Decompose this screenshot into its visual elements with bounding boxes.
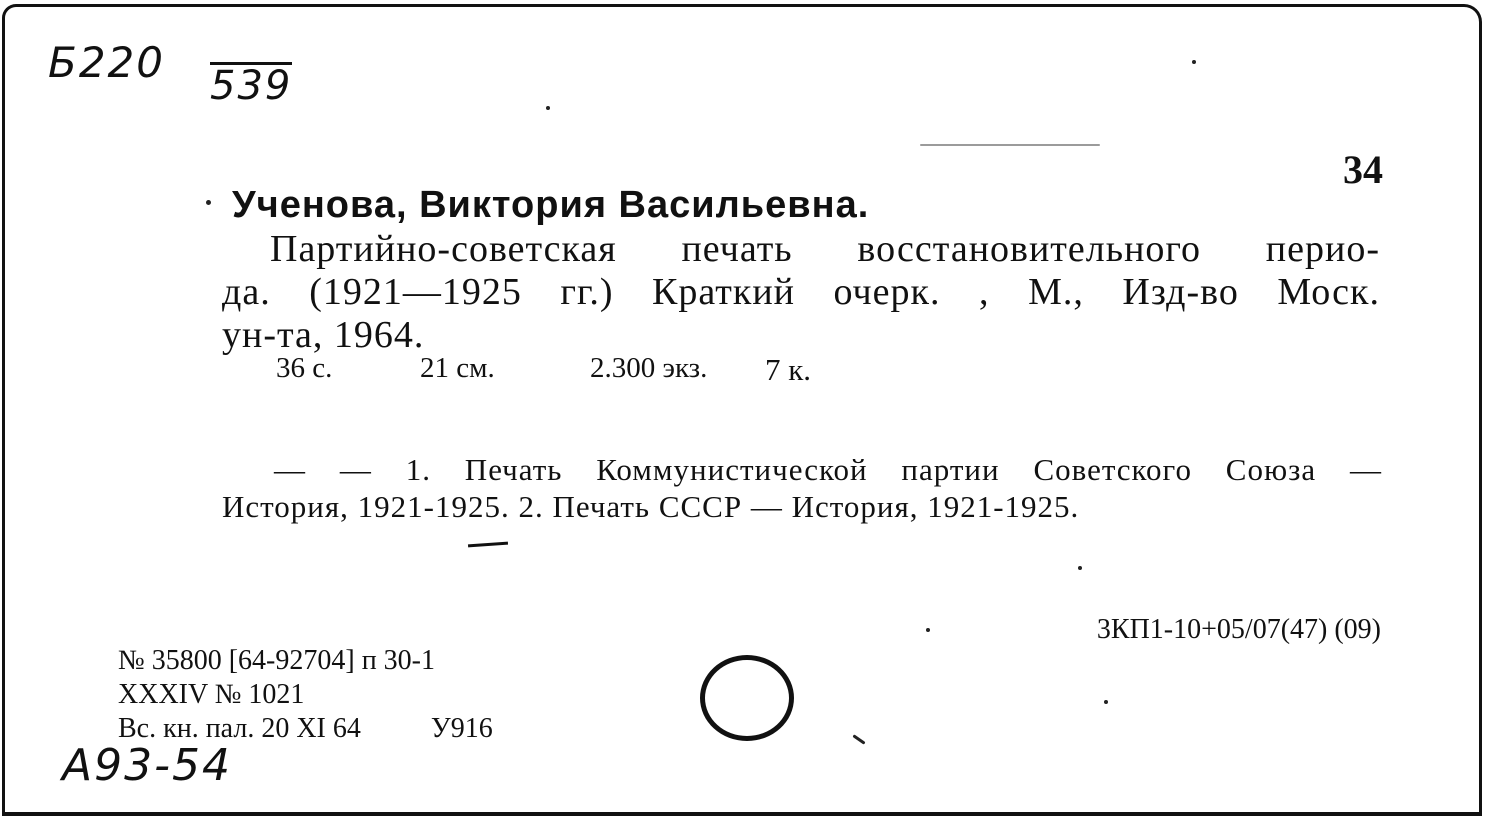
ink-speck [206, 200, 211, 205]
card-hole-circle [700, 655, 794, 741]
ink-speck [1104, 700, 1108, 704]
description-line: да. (1921—1925 гг.) Краткий очерк. , М., Изд-во Моск. [222, 271, 1380, 313]
imprint-chamber: Вс. кн. пал. 20 XI 64 [118, 713, 361, 744]
imprint-line: № 35800 [64-92704] п 30-1 [118, 645, 435, 676]
accession-number: А93-54 [62, 740, 232, 791]
description-line: ун-та, 1964. [222, 314, 425, 356]
collation-pages: 36 с. [276, 352, 333, 384]
description-line: Партийно-советская печать восстановительного перио- [270, 228, 1380, 270]
bibliographic-description [222, 228, 1380, 357]
ink-speck [546, 106, 550, 110]
collation-size: 21 см. [420, 352, 495, 384]
imprint-code: У916 [430, 713, 493, 744]
ink-speck [1192, 60, 1196, 64]
classification-index: 3КП1-10+05/07(47) (09) [1096, 614, 1381, 645]
ink-speck [920, 144, 1100, 146]
subject-tracings [222, 451, 1382, 525]
shelf-mark-main: Б220 [48, 38, 165, 87]
ink-speck [1078, 566, 1082, 570]
author-heading: Ученова, Виктория Васильевна. [232, 184, 870, 226]
subject-line: — — 1. Печать Коммунистической партии Советского Союза — [274, 452, 1382, 487]
subject-line: История, 1921-1925. 2. Печать СССР — История, 1921-1925. [222, 489, 1080, 524]
card-number: 34 [1343, 147, 1383, 192]
shelf-mark-sub: 539 [210, 63, 293, 109]
collation-print-run: 2.300 экз. [590, 352, 708, 384]
collation-price: 7 к. [765, 352, 812, 387]
imprint-line: XXXIV № 1021 [118, 679, 305, 710]
printing-imprint [118, 644, 493, 746]
ink-speck [926, 628, 930, 632]
